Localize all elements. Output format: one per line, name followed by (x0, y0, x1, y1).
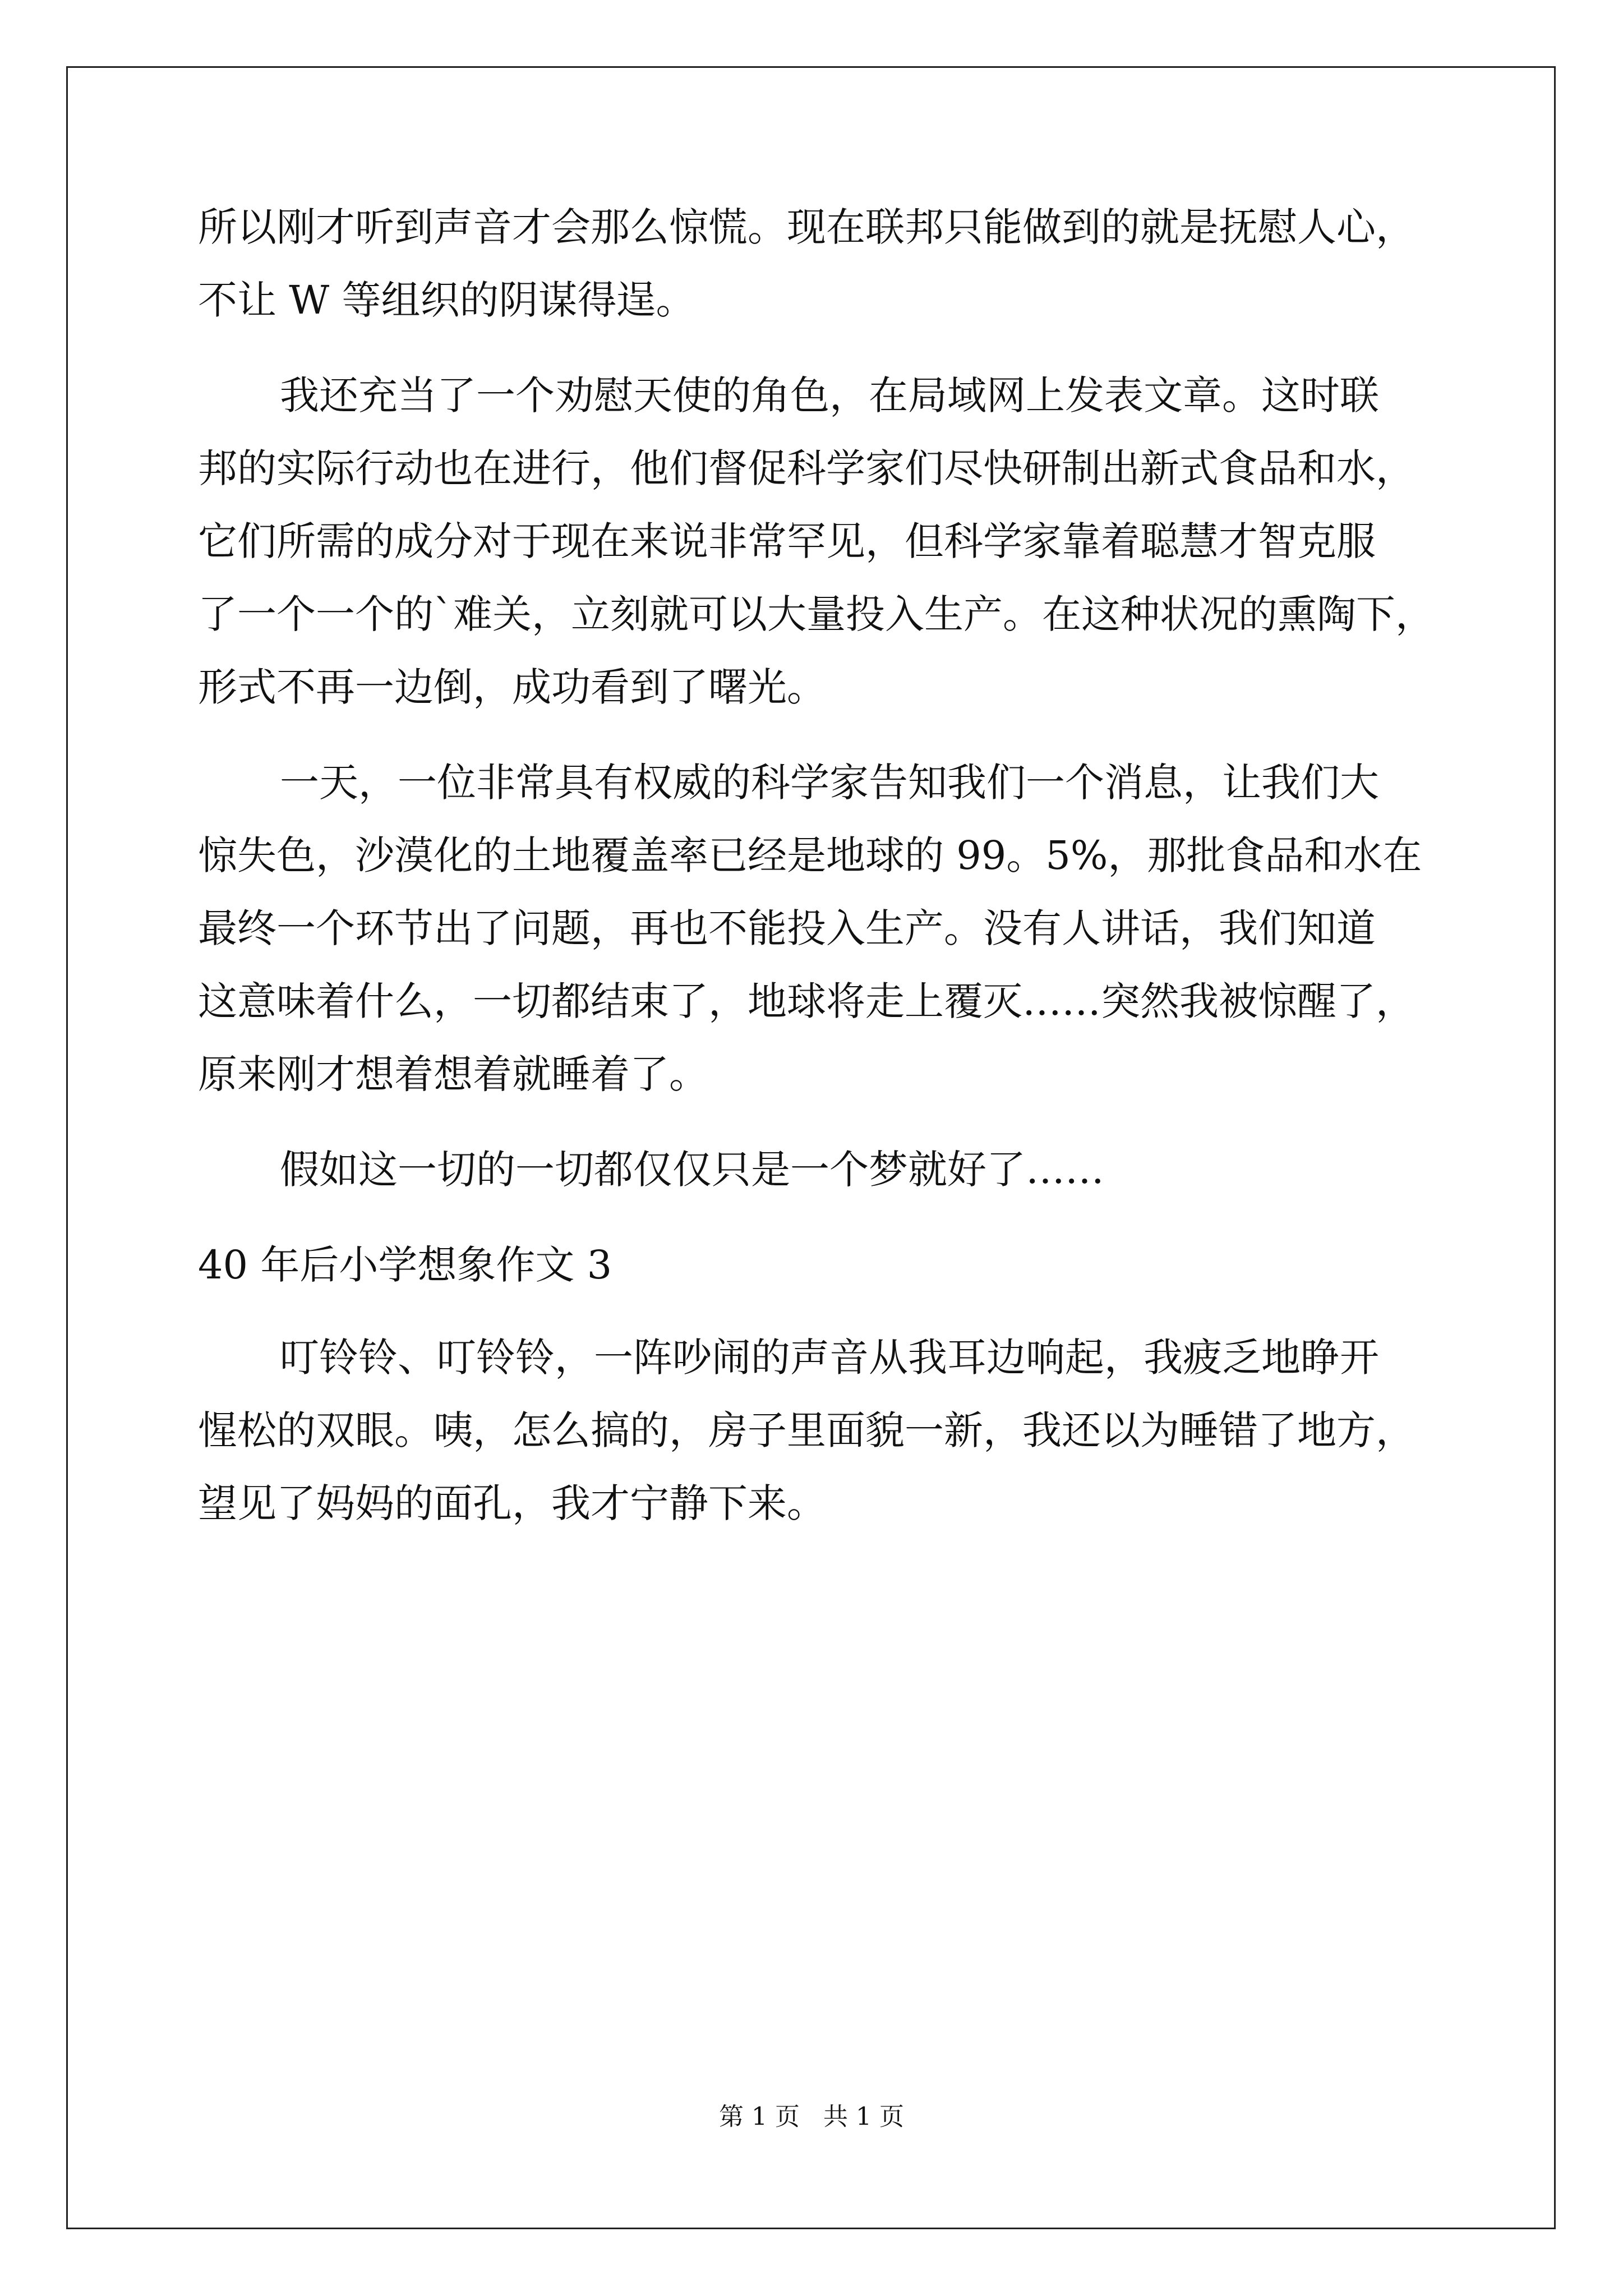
paragraph-line: 惊失色，沙漠化的土地覆盖率已经是地球的 99。5%，那批食品和水在 (198, 832, 1422, 878)
paragraph-line: 原来刚才想着想着就睡着了。 (198, 1051, 708, 1097)
paragraph-line: 望见了妈妈的面孔，我才宁静下来。 (198, 1480, 826, 1526)
section-heading: 40 年后小学想象作文 3 (198, 1242, 612, 1288)
paragraph-line: 惺松的双眼。咦，怎么搞的，房子里面貌一新，我还以为睡错了地方， (198, 1407, 1415, 1453)
paragraph-line: 了一个一个的`难关，立刻就可以大量投入生产。在这种状况的熏陶下， (198, 591, 1435, 637)
paragraph-line: 不让 W 等组织的阴谋得逞。 (198, 277, 695, 323)
paragraph-line: 我还充当了一个劝慰天使的角色，在局域网上发表文章。这时联 (280, 372, 1379, 418)
paragraph-line: 假如这一切的一切都仅仅只是一个梦就好了…… (280, 1147, 1104, 1193)
paragraph-line: 所以刚才听到声音才会那么惊慌。现在联邦只能做到的就是抚慰人心， (198, 204, 1415, 250)
paragraph-line: 邦的实际行动也在进行，他们督促科学家们尽快研制出新式食品和水， (198, 445, 1415, 491)
paragraph-line: 这意味着什么，一切都结束了，地球将走上覆灭……突然我被惊醒了， (198, 978, 1415, 1024)
paragraph-line: 最终一个环节出了问题，再也不能投入生产。没有人讲话，我们知道 (198, 905, 1376, 951)
page-number-footer: 第 1 页 共 1 页 (719, 2102, 904, 2131)
paragraph-line: 它们所需的成分对于现在来说非常罕见，但科学家靠着聪慧才智克服 (198, 518, 1376, 564)
paragraph-line: 叮铃铃、叮铃铃，一阵吵闹的声音从我耳边响起，我疲乏地睁开 (280, 1335, 1379, 1381)
paragraph-line: 一天，一位非常具有权威的科学家告知我们一个消息，让我们大 (280, 760, 1379, 806)
paragraph-line: 形式不再一边倒，成功看到了曙光。 (198, 664, 826, 710)
